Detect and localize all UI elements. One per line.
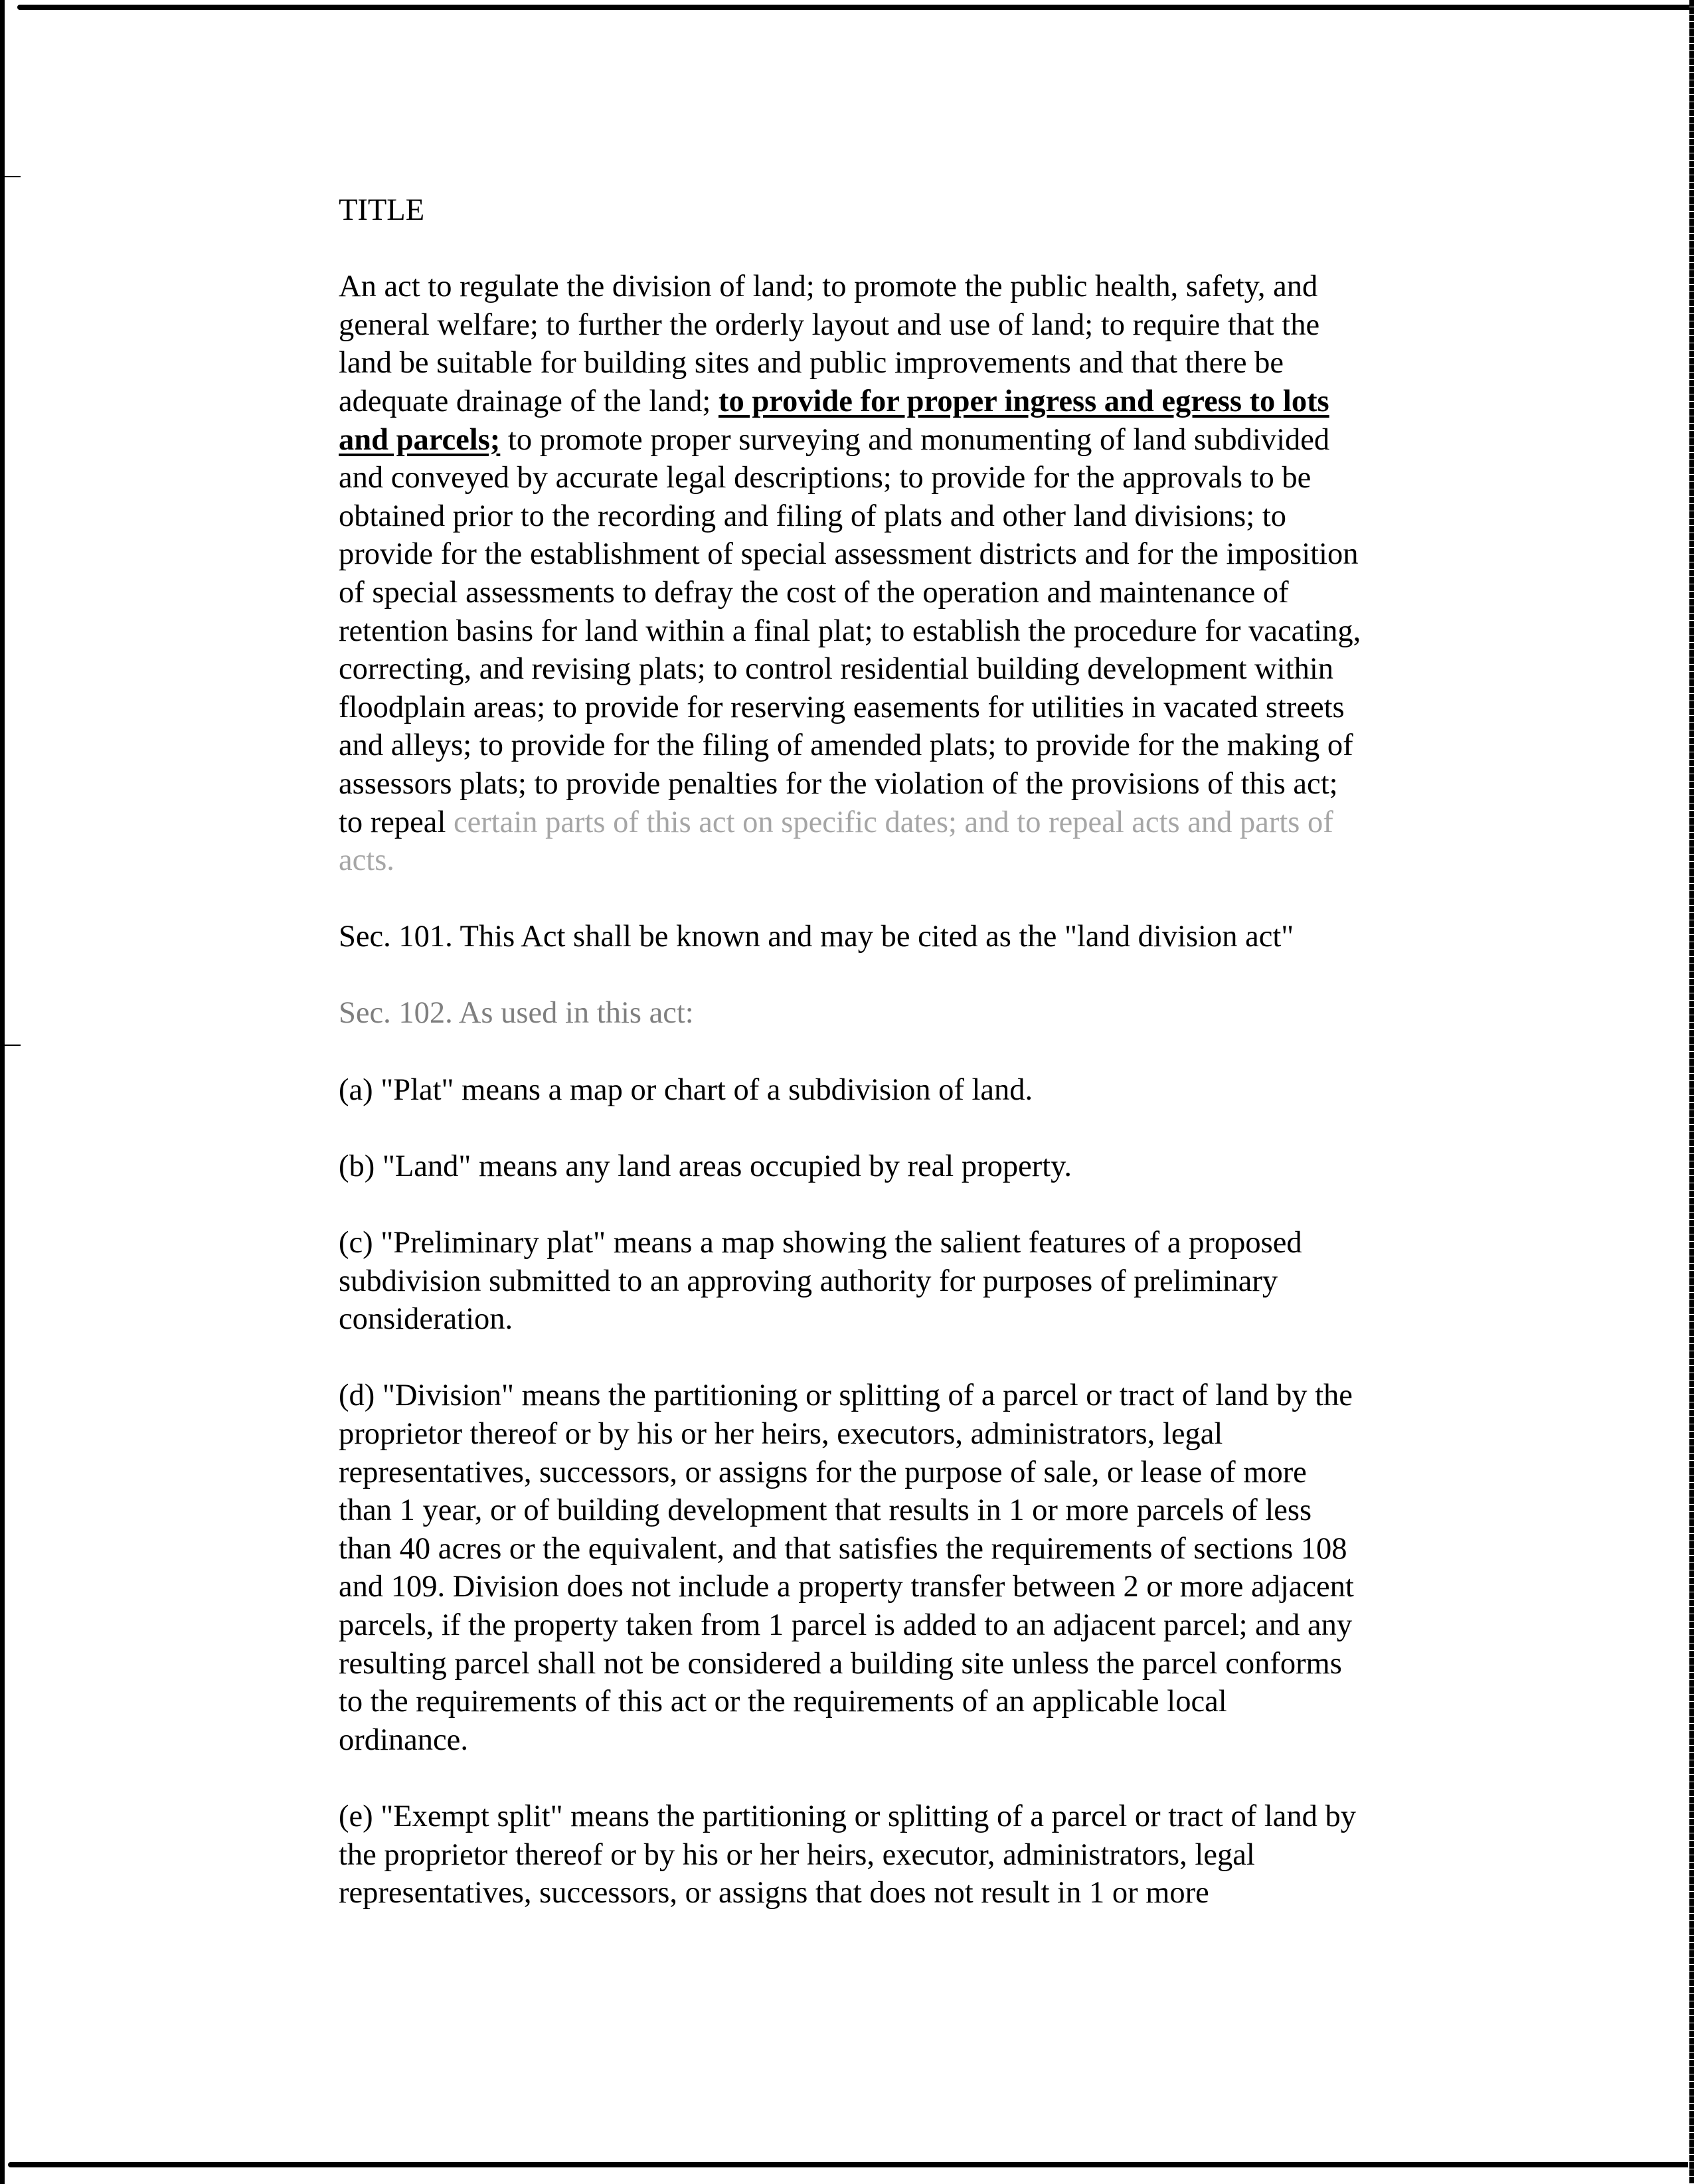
emphasized-amendment-text: to provide for proper ingress and egress to lots and parcels; — [339, 384, 1329, 457]
section-102: Sec. 102. As used in this act: — [339, 996, 694, 1031]
scan-mark — [5, 1045, 21, 1046]
section-101: Sec. 101. This Act shall be known and may be cited as the "land division act" — [339, 920, 1294, 954]
page-border-top — [17, 5, 1694, 10]
document-body — [339, 191, 1361, 1950]
scan-mark — [5, 176, 21, 177]
definition-a: (a) "Plat" means a map or chart of a subdivision of land. — [339, 1072, 1033, 1107]
faded-scan-text: certain parts of this act on specific dates; and to repeal acts and parts of acts. — [339, 805, 1333, 878]
page-border-right — [1689, 0, 1694, 2184]
definition-e: (e) "Exempt split" means the partitioning or splitting of a parcel or tract of land by the proprietor thereof or by his or her heirs, executor, administrators, legal representatives, successors, or assigns that does not result in 1 or more — [339, 1799, 1357, 1910]
definition-b: (b) "Land" means any land areas occupied by real property. — [339, 1149, 1072, 1183]
page-border-left — [0, 0, 5, 2184]
title-paragraph-text: An act to regulate the division of land; to promote the public health, safety, and general welfare; to further the orderly layout and use of land; to require that the land be suitable for building sites and public improvements and that there be adequate drainage of the land; — [339, 270, 1320, 418]
document-title: TITLE — [339, 193, 425, 227]
definition-d: (d) "Division" means the partitioning or splitting of a parcel or tract of land by the proprietor thereof or by his or her heirs, executors, administrators, legal representatives, successors, or assigns for the purpose of sale, or lease of more than 1 year, or of building development that results in 1 or more parcels of less than 40 acres or the equivalent, and that satisfies the requirements of sections 108 and 109. Division does not include a property transfer between 2 or more adjacent parcels, if the property taken from 1 parcel is added to an adjacent parcel; and any resulting parcel shall not be considered a building site unless the parcel conforms to the requirements of this act or the requirements of an applicable local ordinance. — [339, 1379, 1354, 1757]
title-paragraph-text: to promote proper surveying and monumenting of land subdivided and conveyed by accurate legal descriptions; to provide for the approvals to be obtained prior to the recording and filing of plats and other land divisions; to provide for the establishment of special assessment districts and for the imposition of special assessments to defray the cost of the operation and maintenance of retention basins for land within a final plat; to establish the procedure for vacating, correcting, and revising plats; to control residential building development within floodplain areas; to provide for reserving easements for utilities in vacated streets and alleys; to provide for the filing of amended plats; to provide for the making of assessors plats; to provide penalties for the violation of the provisions of this act; to repeal — [339, 422, 1361, 839]
definition-c: (c) "Preliminary plat" means a map showing the salient features of a proposed subdivision submitted to an approving authority for purposes of preliminary consideration. — [339, 1226, 1302, 1337]
title-paragraph — [339, 268, 1361, 880]
page-border-bottom — [8, 2162, 1688, 2167]
